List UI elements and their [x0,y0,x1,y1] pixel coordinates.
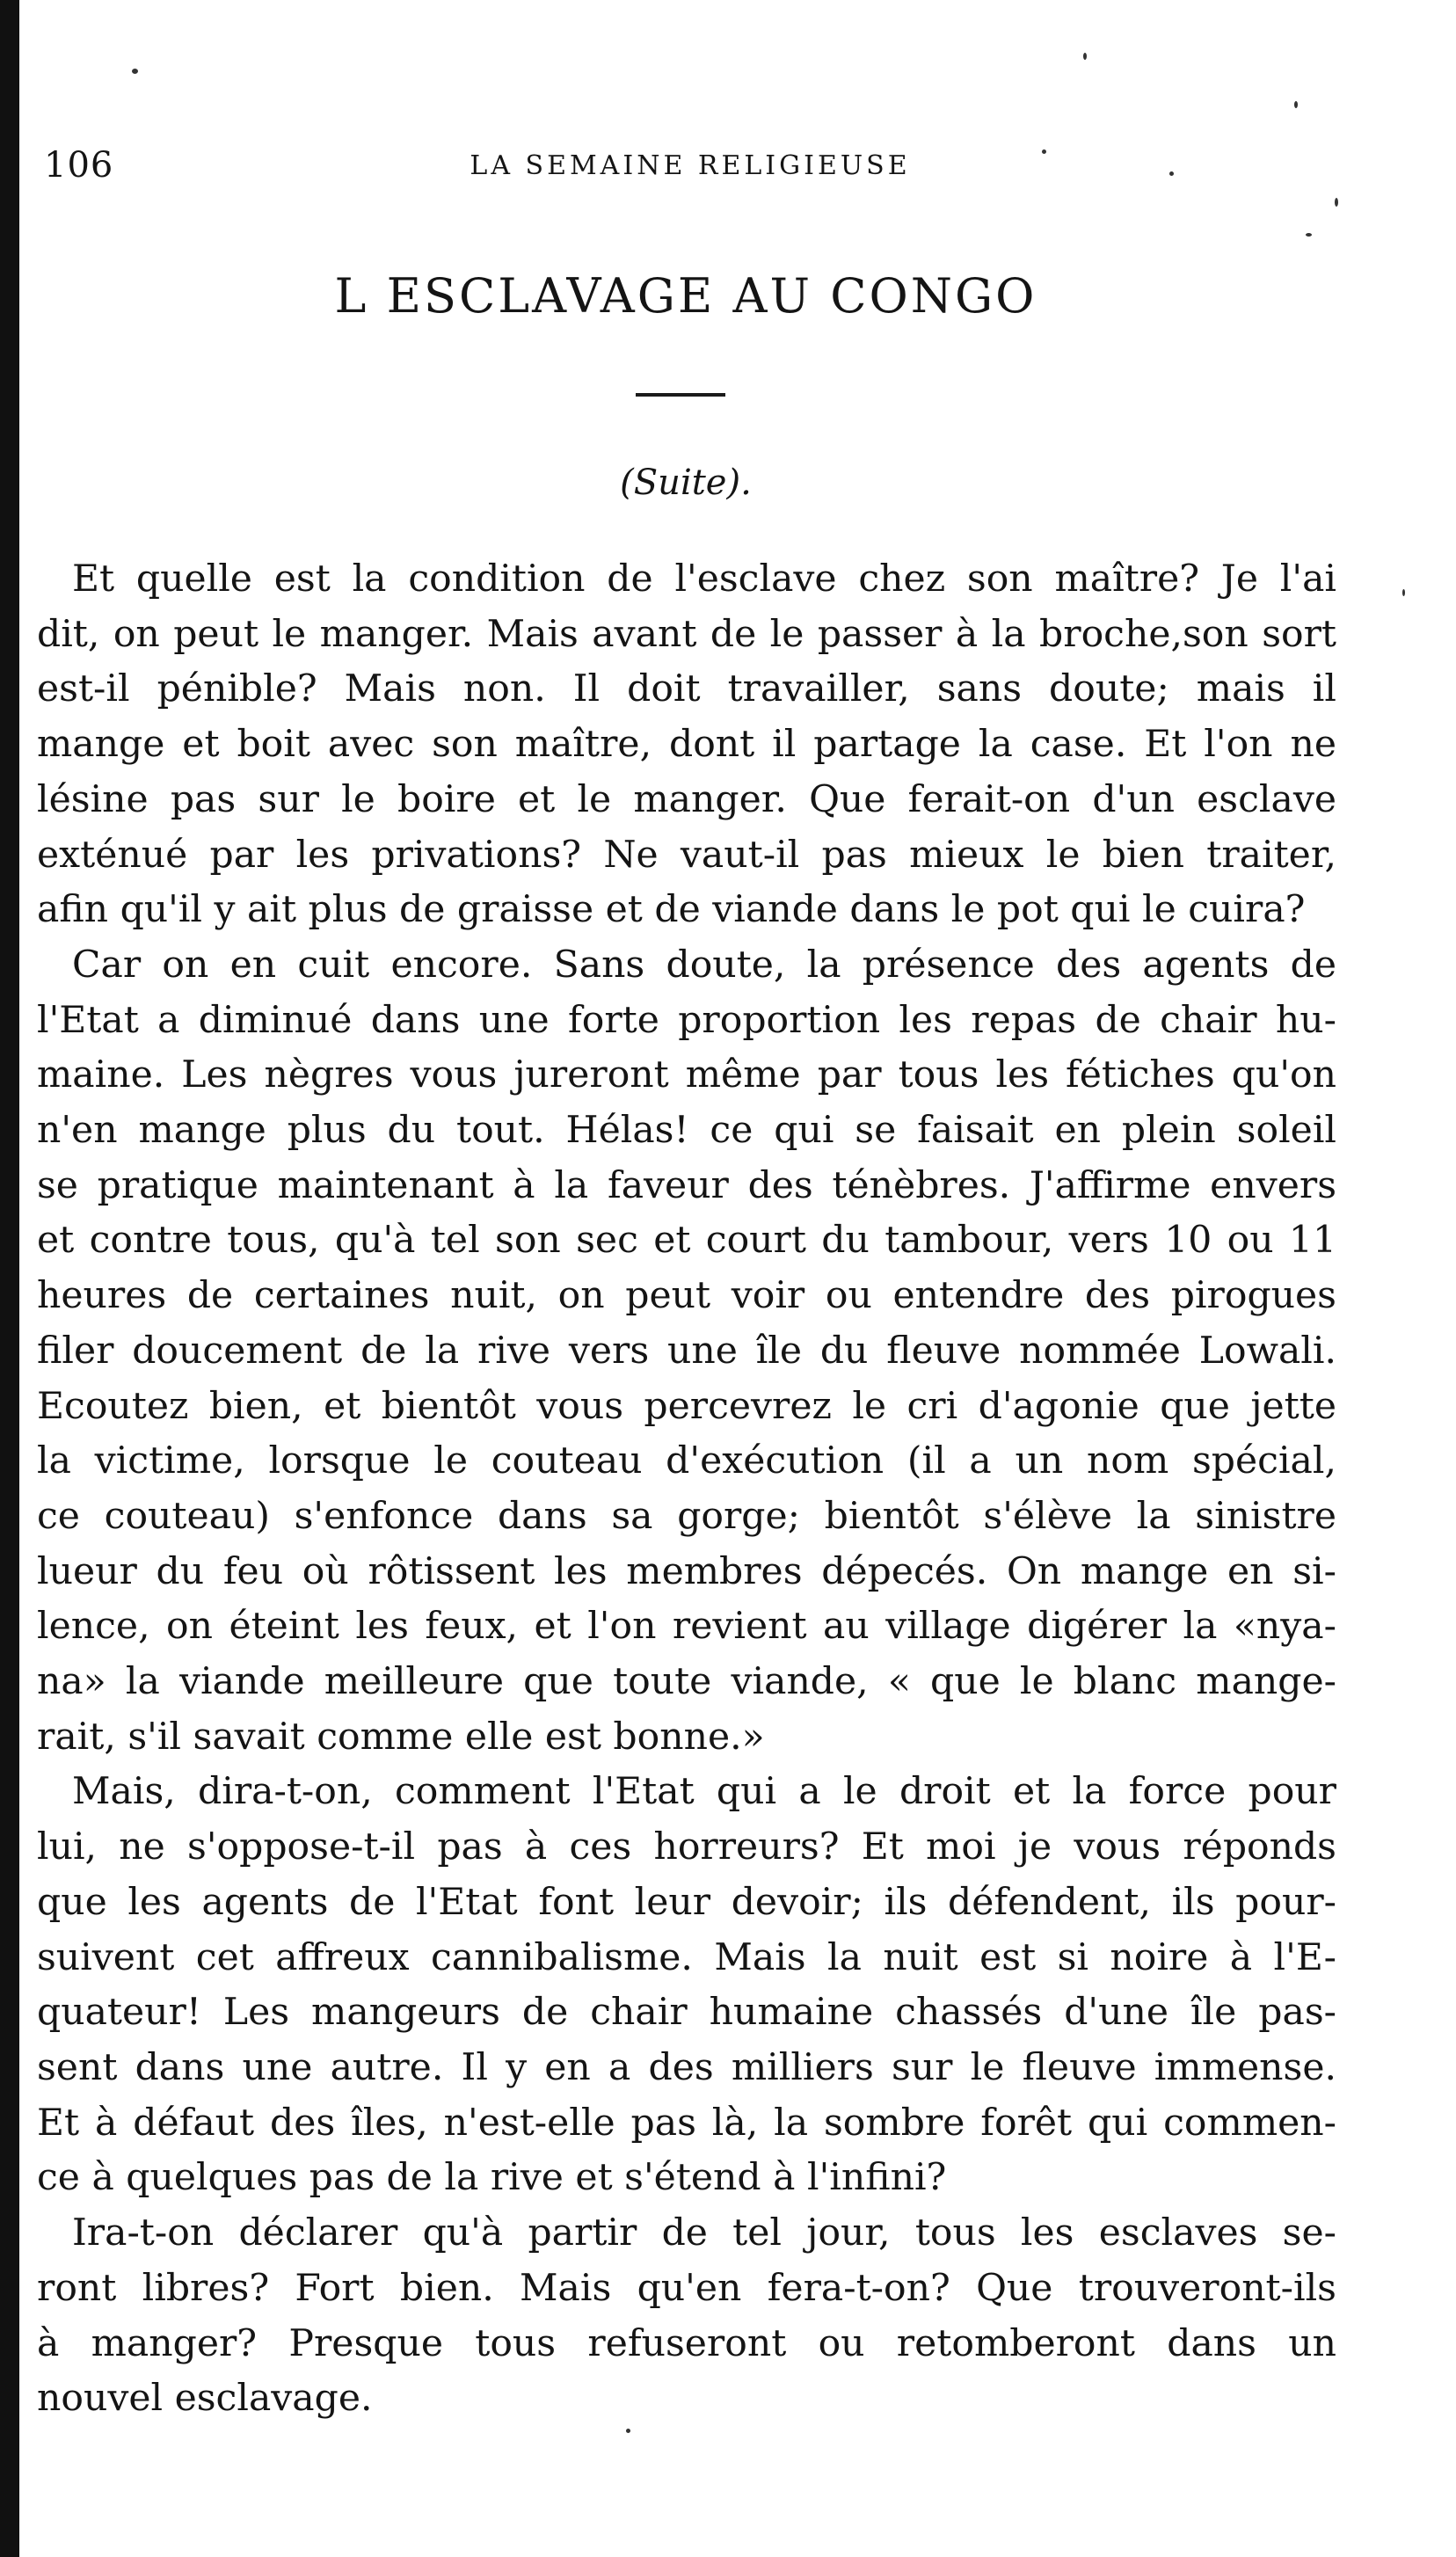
text-line: est-il pénible? Mais non. Il doit travailler, sans doute; mais il [37,667,1336,711]
text-line: rait, s'il savait comme elle est bonne.» [37,1715,765,1759]
text-line: que les agents de l'Etat font leur devoir; ils défendent, ils pour- [37,1880,1336,1924]
paragraph [37,552,1336,938]
text-line: quateur! Les mangeurs de chair humaine chassés d'une île pas- [37,1991,1336,2035]
text-line: et contre tous, qu'à tel son sec et court du tambour, vers 10 ou 11 [37,1219,1336,1263]
text-line: lence, on éteint les feux, et l'on revient au village digérer la «nya- [37,1605,1336,1649]
article-title: L ESCLAVAGE AU CONGO [334,268,1037,324]
text-line: lésine pas sur le boire et le manger. Que ferait-on d'un esclave [37,777,1336,821]
text-line: Et quelle est la condition de l'esclave chez son maître? Je l'ai [72,557,1336,601]
text-line: ce à quelques pas de la rive et s'étend à l'infini? [37,2156,947,2200]
text-line: Mais, dira-t-on, comment l'Etat qui a le droit et la force pour [72,1770,1336,1814]
text-line: na» la viande meilleure que toute viande, « que le blanc mange- [37,1660,1336,1704]
paragraph [37,938,1336,1766]
text-line: suivent cet affreux cannibalisme. Mais la nuit est si noire à l'E- [37,1935,1336,1979]
article-subtitle [35,463,1336,503]
text-line: lui, ne s'oppose-t-il pas à ces horreurs? Et moi je vous réponds [37,1825,1336,1869]
subtitle-text: (Suite). [620,463,752,503]
running-head: LA SEMAINE RELIGIEUSE [470,150,911,181]
scan-speck [1335,198,1338,207]
text-line: filer doucement de la rive vers une île du fleuve nommée Lowali. [37,1329,1336,1373]
scan-speck [132,69,138,74]
scan-speck [1294,101,1298,108]
text-line: afin qu'il y ait plus de graisse et de viande dans le pot qui le cuira? [37,888,1306,932]
text-line: nouvel esclavage. [37,2377,373,2421]
text-line: Ecoutez bien, et bientôt vous percevrez le cri d'agonie que jette [37,1384,1336,1428]
text-line: sent dans une autre. Il y en a des milliers sur le fleuve immense. [37,2045,1336,2089]
article-body [37,552,1336,2427]
paragraph [37,2206,1336,2427]
text-line: ce couteau) s'enfonce dans sa gorge; bientôt s'élève la sinistre [37,1494,1336,1538]
text-line: maine. Les nègres vous jureront même par tous les fétiches qu'on [37,1053,1336,1097]
text-line: à manger? Presque tous refuseront ou retomberont dans un [37,2321,1336,2365]
scan-speck [1306,233,1312,237]
text-line: mange et boit avec son maître, dont il partage la case. Et l'on ne [37,723,1336,767]
text-line: Ira-t-on déclarer qu'à partir de tel jour, tous les esclaves se- [72,2211,1336,2255]
scan-speck [1169,171,1174,176]
text-line: Et à défaut des îles, n'est-elle pas là, la sombre forêt qui commen- [37,2101,1336,2145]
text-line: se pratique maintenant à la faveur des ténèbres. J'affirme envers [37,1163,1336,1207]
text-line: la victime, lorsque le couteau d'exécution (il a un nom spécial, [37,1439,1336,1483]
page-number: 106 [44,145,114,186]
scan-speck [1083,53,1087,60]
text-line: dit, on peut le manger. Mais avant de le passer à la broche,son sort [37,612,1336,656]
text-line: l'Etat a diminué dans une forte proportion les repas de chair hu- [37,998,1336,1042]
scan-speck [1042,149,1046,154]
page-header [44,145,1336,189]
text-line: Car on en cuit encore. Sans doute, la présence des agents de [72,943,1336,987]
scan-speck [1402,589,1405,596]
text-line: exténué par les privations? Ne vaut-il pas mieux le bien traiter, [37,833,1336,877]
title-rule [636,393,725,397]
text-line: n'en mange plus du tout. Hélas! ce qui se faisait en plein soleil [37,1109,1336,1153]
text-line: ront libres? Fort bien. Mais qu'en fera-t-on? Que trouveront-ils [37,2266,1336,2310]
paragraph [37,1765,1336,2206]
page-binding-edge [0,0,19,2557]
text-line: lueur du feu où rôtissent les membres dépecés. On mange en si- [37,1549,1336,1593]
scan-speck [626,2429,630,2433]
text-line: heures de certaines nuit, on peut voir ou entendre des pirogues [37,1274,1336,1318]
